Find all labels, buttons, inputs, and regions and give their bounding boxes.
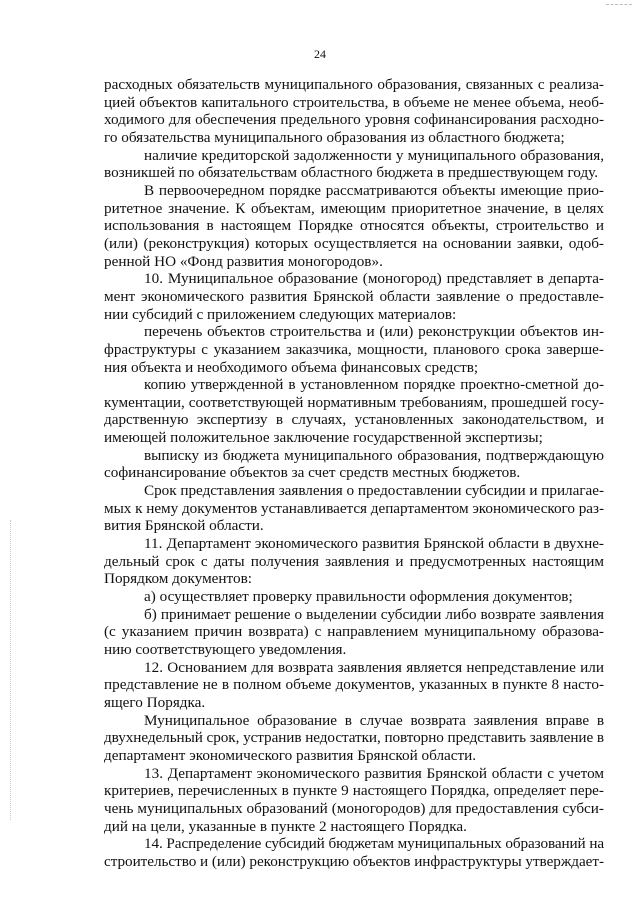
text-line: расходных обязательств муниципального образования, связанных с реализа- bbox=[104, 76, 604, 93]
paragraph bbox=[104, 712, 604, 765]
text-line: (или) (реконструкция) которых осуществляется на основании заявки, одоб- bbox=[104, 234, 604, 252]
text-line: Срок представления заявления о предоставлении субсидии и прилагае- bbox=[144, 482, 604, 500]
text-line: Муниципальное образование в случае возврата заявления вправе в bbox=[144, 711, 604, 729]
text-line: представление не в полном объеме документов, указанных в пункте 8 насто- bbox=[104, 676, 604, 694]
text-line: ния объекта и необходимого объема финансовых средств; bbox=[104, 358, 479, 376]
text-line: дарственную экспертизу в случаях, установленных законодательством, и bbox=[104, 411, 604, 429]
paragraph bbox=[104, 588, 604, 606]
text-line: строительство и (или) реконструкцию объектов инфраструктуры утверждает- bbox=[104, 852, 604, 870]
paragraph bbox=[104, 482, 604, 535]
paragraph bbox=[104, 182, 604, 270]
text-line: фраструктуры с указанием заказчика, мощности, планового срока заверше- bbox=[104, 340, 604, 358]
text-line: цией объектов капитального строительства, в объеме не менее объема, необ- bbox=[104, 93, 604, 111]
text-line: кументации, соответствующей нормативным требованиям, прошедшей госу- bbox=[104, 393, 604, 411]
paragraph bbox=[104, 659, 604, 712]
paragraph bbox=[104, 447, 604, 482]
paragraph bbox=[104, 76, 604, 147]
text-line: дий на цели, указанные в пункте 2 настоящего Порядка. bbox=[104, 817, 467, 835]
paragraph bbox=[104, 535, 604, 588]
text-line: имеющей положительное заключение государственной экспертизы; bbox=[104, 429, 543, 447]
paragraph bbox=[104, 270, 604, 323]
text-line: двухнедельный срок, устранив недостатки, повторно представить заявление в bbox=[104, 729, 604, 747]
paragraph bbox=[104, 765, 604, 836]
text-line: (с указанием причин возврата) с направлением муниципальному образова- bbox=[104, 623, 604, 641]
text-line: ходимого для обеспечения предельного уровня софинансирования расходно- bbox=[104, 111, 604, 129]
text-line: 12. Основанием для возврата заявления является непредставление или bbox=[144, 658, 604, 676]
scan-artifact bbox=[606, 4, 632, 6]
paragraph bbox=[104, 606, 604, 659]
text-line: 13. Департамент экономического развития Брянской области с учетом bbox=[144, 764, 604, 782]
text-line: Порядком документов: bbox=[104, 570, 252, 588]
text-line: выписку из бюджета муниципального образования, подтверждающую bbox=[144, 446, 604, 464]
page-number: 24 bbox=[314, 47, 326, 61]
text-line: чень муниципальных образований (моногородов) для предоставления субси- bbox=[104, 799, 604, 817]
text-line: а) осуществляет проверку правильности оформления документов; bbox=[144, 588, 573, 606]
paragraph bbox=[104, 323, 604, 376]
text-line: ящего Порядка. bbox=[104, 693, 206, 711]
text-line: копию утвержденной в установленном порядке проектно-сметной до- bbox=[144, 376, 604, 394]
text-line: ренной НО «Фонд развития моногородов». bbox=[104, 252, 383, 270]
text-line: 14. Распределение субсидий бюджетам муниципальных образований на bbox=[144, 835, 604, 853]
text-line: использования в настоящем Порядке относятся объекты, строительство и bbox=[104, 217, 604, 235]
text-line: мых к нему документов устанавливается департаментом экономического раз- bbox=[104, 499, 604, 517]
text-line: мент экономического развития Брянской области заявление о предоставле- bbox=[104, 287, 604, 305]
text-line: го обязательства муниципального образования из областного бюджета; bbox=[104, 128, 565, 146]
text-line: б) принимает решение о выделении субсидии либо возврате заявления bbox=[144, 605, 604, 623]
text-line: дельный срок с даты получения заявления и предусмотренных настоящим bbox=[104, 552, 604, 570]
text-line: 11. Департамент экономического развития Брянской области в двухне- bbox=[144, 535, 604, 553]
paragraph bbox=[104, 835, 604, 870]
text-line: вития Брянской области. bbox=[104, 517, 264, 535]
paragraph bbox=[104, 147, 604, 182]
text-line: В первоочередном порядке рассматриваются объекты имеющие прио- bbox=[144, 181, 604, 199]
text-line: 10. Муниципальное образование (моногород) представляет в департа- bbox=[144, 270, 604, 288]
text-line: нию соответствующего уведомления. bbox=[104, 641, 347, 658]
text-line: ритетное значение. К объектам, имеющим приоритетное значение, в целях bbox=[104, 199, 604, 217]
text-line: нии субсидий с приложением следующих материалов: bbox=[104, 305, 457, 323]
text-line: критериев, перечисленных в пункте 9 настоящего Порядка, определяет пере- bbox=[104, 782, 604, 800]
paragraph bbox=[104, 376, 604, 447]
document-body bbox=[104, 76, 604, 871]
text-line: департамент экономического развития Брянской области. bbox=[104, 746, 477, 764]
text-line: возникшей по обязательствам областного бюджета в предшествующем году. bbox=[104, 164, 599, 182]
text-line: софинансирование объектов за счет средств местных бюджетов. bbox=[104, 464, 521, 482]
text-line: наличие кредиторской задолженности у муниципального образования, bbox=[144, 146, 604, 164]
text-line: перечень объектов строительства и (или) реконструкции объектов ин- bbox=[144, 323, 604, 341]
scan-artifact bbox=[10, 520, 17, 820]
